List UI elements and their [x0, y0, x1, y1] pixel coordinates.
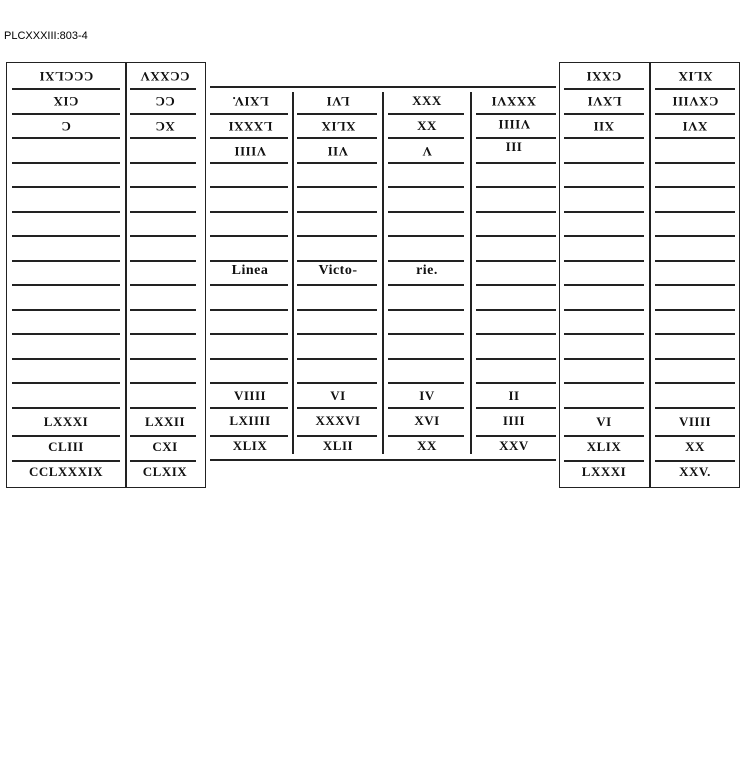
row-rule-104	[655, 88, 735, 90]
row-rule-74	[476, 113, 556, 115]
right-col1-top-3: XII	[593, 119, 615, 134]
row-rule-70	[388, 358, 464, 360]
row-rule-43	[210, 382, 288, 384]
row-rule-18	[130, 137, 196, 139]
row-rule-22	[130, 235, 196, 237]
row-rule-69	[388, 333, 464, 335]
row-rule-81	[476, 284, 556, 286]
row-rule-119	[655, 460, 735, 462]
left-col1-top-1: CCCLXI	[38, 69, 94, 84]
middle-divider-1	[292, 92, 294, 454]
row-rule-8	[12, 284, 120, 286]
row-rule-31	[130, 460, 196, 462]
row-rule-2	[12, 137, 120, 139]
row-rule-45	[210, 435, 288, 437]
row-rule-71	[388, 382, 464, 384]
row-rule-79	[476, 235, 556, 237]
row-rule-109	[655, 211, 735, 213]
row-rule-66	[388, 260, 464, 262]
row-rule-73	[388, 435, 464, 437]
middle-col4-bottom-3: XXV	[499, 438, 529, 453]
right-col1-bottom-3: LXXXI	[581, 464, 627, 479]
row-rule-77	[476, 186, 556, 188]
row-rule-52	[297, 260, 377, 262]
middle-col4-top-3: III	[505, 139, 523, 154]
left-col1-top-2: CIX	[53, 94, 79, 109]
middle-col4-bottom-2: IIII	[502, 413, 526, 428]
row-rule-113	[655, 309, 735, 311]
row-rule-14	[12, 435, 120, 437]
middle-col1-top-2: LXXXI	[227, 119, 273, 134]
row-rule-25	[130, 309, 196, 311]
row-rule-107	[655, 162, 735, 164]
row-rule-32	[210, 113, 288, 115]
row-rule-21	[130, 211, 196, 213]
caption-word-2: Victo-	[318, 263, 358, 278]
middle-col1-bottom-3: XLIX	[232, 438, 268, 453]
middle-col1-bottom-1: VIIII	[233, 388, 267, 403]
left-col1-top-3: C	[61, 119, 71, 134]
row-rule-34	[210, 162, 288, 164]
middle-col2-bottom-3: XLII	[322, 438, 354, 453]
row-rule-106	[655, 137, 735, 139]
row-rule-39	[210, 284, 288, 286]
row-rule-11	[12, 358, 120, 360]
row-rule-82	[476, 309, 556, 311]
row-rule-117	[655, 407, 735, 409]
row-rule-80	[476, 260, 556, 262]
row-rule-30	[130, 435, 196, 437]
row-rule-38	[210, 260, 288, 262]
row-rule-46	[297, 113, 377, 115]
row-rule-20	[130, 186, 196, 188]
row-rule-110	[655, 235, 735, 237]
row-rule-64	[388, 211, 464, 213]
left-col2-bottom-1: LXXII	[144, 414, 186, 429]
row-rule-26	[130, 333, 196, 335]
row-rule-55	[297, 333, 377, 335]
row-rule-40	[210, 309, 288, 311]
right-column-divider	[649, 63, 651, 487]
left-col1-bottom-1: LXXXI	[43, 414, 89, 429]
row-rule-48	[297, 162, 377, 164]
middle-divider-3	[470, 92, 472, 454]
middle-col2-bottom-1: VI	[330, 388, 346, 403]
middle-col3-top-1: XXX	[412, 93, 442, 108]
middle-col2-top-3: VII	[327, 144, 349, 159]
row-rule-115	[655, 358, 735, 360]
row-rule-116	[655, 382, 735, 384]
middle-divider-2	[382, 92, 384, 454]
right-col2-bottom-1: VIIII	[678, 414, 712, 429]
middle-col4-top-1: XXXVI	[491, 94, 537, 109]
row-rule-96	[564, 284, 644, 286]
right-col2-top-2: CXVIII	[671, 94, 719, 109]
row-rule-67	[388, 284, 464, 286]
row-rule-47	[297, 137, 377, 139]
row-rule-12	[12, 382, 120, 384]
row-rule-53	[297, 284, 377, 286]
right-col2-top-1: XLIX	[677, 69, 713, 84]
middle-col3-bottom-3: XX	[417, 438, 437, 453]
row-rule-93	[564, 211, 644, 213]
row-rule-99	[564, 358, 644, 360]
row-rule-49	[297, 186, 377, 188]
row-rule-3	[12, 162, 120, 164]
row-rule-89	[564, 113, 644, 115]
middle-col4-top-2: VIIII	[497, 117, 531, 132]
row-rule-97	[564, 309, 644, 311]
row-rule-54	[297, 309, 377, 311]
row-rule-118	[655, 435, 735, 437]
row-rule-103	[564, 460, 644, 462]
row-rule-37	[210, 235, 288, 237]
left-col2-bottom-2: CXI	[152, 439, 178, 454]
row-rule-76	[476, 162, 556, 164]
row-rule-100	[564, 382, 644, 384]
row-rule-111	[655, 260, 735, 262]
reference-label: PLCXXXIII:803-4	[4, 30, 88, 42]
left-col2-top-3: XC	[155, 119, 175, 134]
row-rule-105	[655, 113, 735, 115]
row-rule-33	[210, 137, 288, 139]
row-rule-112	[655, 284, 735, 286]
row-rule-0	[12, 88, 120, 90]
row-rule-60	[388, 113, 464, 115]
right-col1-bottom-1: VI	[596, 414, 612, 429]
row-rule-62	[388, 162, 464, 164]
row-rule-72	[388, 407, 464, 409]
row-rule-51	[297, 235, 377, 237]
row-rule-7	[12, 260, 120, 262]
row-rule-29	[130, 407, 196, 409]
middle-col2-top-2: XLIX	[320, 119, 356, 134]
middle-top-rule	[210, 86, 556, 88]
row-rule-65	[388, 235, 464, 237]
right-col1-top-2: LXVI	[586, 94, 622, 109]
middle-col3-top-2: XX	[417, 118, 437, 133]
row-rule-35	[210, 186, 288, 188]
middle-col3-top-3: V	[422, 144, 432, 159]
middle-col2-top-1: LVI	[326, 94, 350, 109]
row-rule-78	[476, 211, 556, 213]
right-col2-bottom-2: XX	[685, 439, 705, 454]
middle-col3-bottom-1: IV	[419, 388, 435, 403]
row-rule-10	[12, 333, 120, 335]
row-rule-27	[130, 358, 196, 360]
row-rule-28	[130, 382, 196, 384]
row-rule-86	[476, 407, 556, 409]
row-rule-90	[564, 137, 644, 139]
row-rule-57	[297, 382, 377, 384]
row-rule-5	[12, 211, 120, 213]
caption-word-3: rie.	[416, 263, 438, 278]
row-rule-44	[210, 407, 288, 409]
row-rule-102	[564, 435, 644, 437]
row-rule-95	[564, 260, 644, 262]
row-rule-87	[476, 435, 556, 437]
row-rule-88	[564, 88, 644, 90]
row-rule-16	[130, 88, 196, 90]
row-rule-83	[476, 333, 556, 335]
caption-word-1: Linea	[231, 263, 269, 278]
row-rule-114	[655, 333, 735, 335]
middle-col3-bottom-2: XVI	[414, 413, 440, 428]
row-rule-98	[564, 333, 644, 335]
row-rule-91	[564, 162, 644, 164]
row-rule-42	[210, 358, 288, 360]
row-rule-85	[476, 382, 556, 384]
left-col1-bottom-3: CCLXXXIX	[28, 464, 104, 479]
left-col2-bottom-3: CLXIX	[142, 464, 188, 479]
right-col1-bottom-2: XLIX	[586, 439, 622, 454]
row-rule-17	[130, 113, 196, 115]
row-rule-56	[297, 358, 377, 360]
left-col2-top-1: CCXXV	[140, 69, 190, 84]
row-rule-68	[388, 309, 464, 311]
middle-col1-top-1: LXIV.	[231, 94, 269, 109]
row-rule-13	[12, 407, 120, 409]
middle-col1-bottom-2: LXIIII	[229, 413, 271, 428]
row-rule-6	[12, 235, 120, 237]
right-col2-bottom-3: XXV.	[679, 464, 711, 479]
row-rule-63	[388, 186, 464, 188]
row-rule-58	[297, 407, 377, 409]
row-rule-15	[12, 460, 120, 462]
right-col2-top-3: XVI	[682, 119, 708, 134]
row-rule-75	[476, 137, 556, 139]
row-rule-50	[297, 211, 377, 213]
middle-bottom-rule	[210, 459, 556, 461]
middle-col4-bottom-1: II	[508, 388, 520, 403]
row-rule-19	[130, 162, 196, 164]
row-rule-41	[210, 333, 288, 335]
row-rule-61	[388, 137, 464, 139]
row-rule-59	[297, 435, 377, 437]
row-rule-92	[564, 186, 644, 188]
left-col2-top-2: CC	[155, 94, 175, 109]
row-rule-94	[564, 235, 644, 237]
left-column-divider	[125, 63, 127, 487]
row-rule-101	[564, 407, 644, 409]
row-rule-23	[130, 260, 196, 262]
left-col1-bottom-2: CLIII	[48, 439, 84, 454]
row-rule-36	[210, 211, 288, 213]
row-rule-84	[476, 358, 556, 360]
middle-col2-bottom-2: XXXVI	[315, 413, 361, 428]
middle-col1-top-3: VIIII	[233, 144, 267, 159]
row-rule-24	[130, 284, 196, 286]
row-rule-1	[12, 113, 120, 115]
row-rule-9	[12, 309, 120, 311]
right-col1-top-1: CXXI	[586, 69, 622, 84]
row-rule-108	[655, 186, 735, 188]
row-rule-4	[12, 186, 120, 188]
